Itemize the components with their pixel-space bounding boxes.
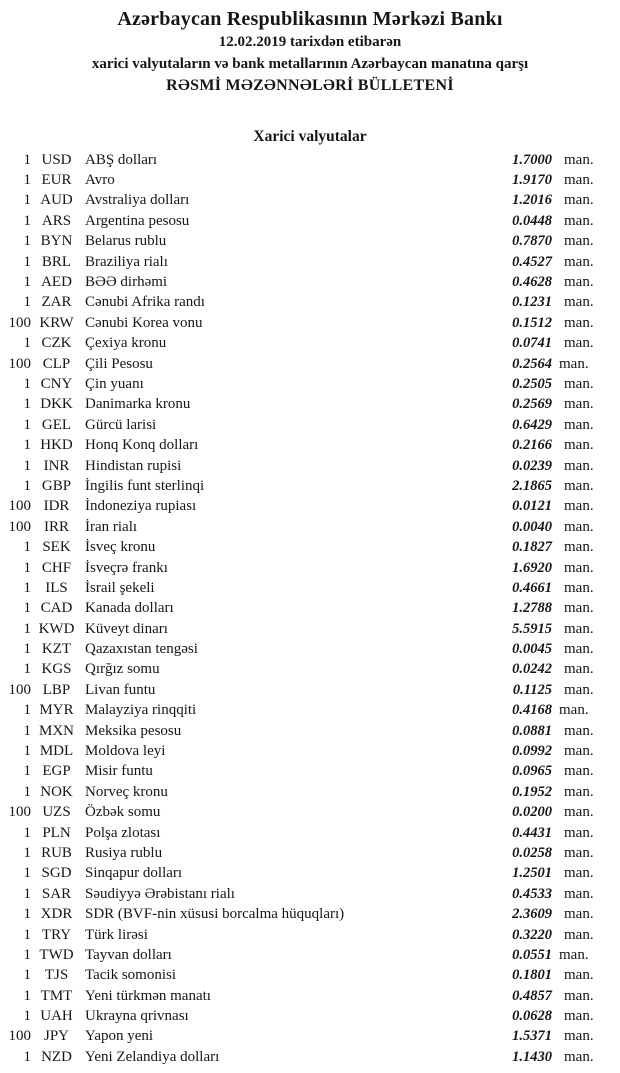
- unit-label: man.: [564, 579, 594, 596]
- currency-code: KGS: [41, 661, 72, 678]
- currency-name: Avro: [85, 172, 115, 189]
- rate-value: 1.6920: [512, 559, 552, 576]
- unit-label: man.: [564, 457, 594, 474]
- table-row: [0, 170, 620, 190]
- rate-value: 5.5915: [512, 620, 552, 637]
- quantity-cell: 1: [23, 1008, 31, 1025]
- unit-label: man.: [564, 1008, 594, 1025]
- currency-name: Polşa zlotası: [85, 824, 161, 841]
- bank-title: Azərbaycan Respublikasının Mərkəzi Bankı: [117, 8, 503, 30]
- rate-value: 0.2569: [512, 396, 552, 413]
- currency-name: SDR (BVF-nin xüsusi borcalma hüquqları): [85, 906, 345, 923]
- table-row: [0, 599, 620, 619]
- unit-label: man.: [559, 946, 589, 963]
- currency-code: CHF: [41, 559, 72, 576]
- rate-value: 0.0121: [512, 498, 552, 515]
- quantity-cell: 1: [23, 559, 31, 576]
- quantity-cell: 1: [23, 579, 31, 596]
- rate-value: 0.4527: [512, 253, 552, 270]
- currency-code: EGP: [42, 763, 71, 780]
- currency-name: Səudiyyə Ərəbistanı rialı: [85, 885, 235, 902]
- currency-code: NZD: [41, 1048, 72, 1065]
- currency-name: Tacik somonisi: [85, 967, 177, 984]
- rate-value: 0.4857: [512, 987, 552, 1004]
- rate-value: 0.1512: [512, 314, 552, 331]
- currency-code: BRL: [41, 253, 72, 270]
- currency-code: MDL: [39, 743, 74, 760]
- bulletin-title: RƏSMİ MƏZƏNNƏLƏRİ BÜLLETENİ: [166, 77, 454, 94]
- currency-code: KZT: [41, 641, 72, 658]
- unit-label: man.: [564, 518, 594, 535]
- unit-label: man.: [564, 274, 594, 291]
- quantity-cell: 1: [23, 396, 31, 413]
- unit-label: man.: [564, 437, 594, 454]
- date-line: 12.02.2019 tarixdən etibarən: [218, 34, 402, 50]
- unit-label: man.: [564, 844, 594, 861]
- quantity-cell: 1: [23, 824, 31, 841]
- currency-code: MXN: [38, 722, 74, 739]
- currency-code: MYR: [39, 702, 74, 719]
- table-row: [0, 150, 620, 170]
- currency-code: SGD: [41, 865, 72, 882]
- table-row: [0, 415, 620, 435]
- table-row: [0, 578, 620, 598]
- unit-label: man.: [564, 314, 594, 331]
- table-row: [0, 293, 620, 313]
- currency-code: GEL: [41, 416, 72, 433]
- quantity-cell: 1: [23, 967, 31, 984]
- quantity-cell: 1: [23, 783, 31, 800]
- unit-label: man.: [564, 539, 594, 556]
- table-row: [0, 1027, 620, 1047]
- table-row: [0, 823, 620, 843]
- unit-label: man.: [564, 987, 594, 1004]
- currency-name: Türk lirəsi: [85, 926, 148, 943]
- table-row: [0, 680, 620, 700]
- currency-name: Qırğız somu: [85, 661, 160, 678]
- currency-code: INR: [43, 457, 70, 474]
- currency-name: Malayziya rinqqiti: [85, 702, 197, 719]
- unit-label: man.: [564, 600, 594, 617]
- currency-name: Norveç kronu: [85, 783, 168, 800]
- quantity-cell: 1: [23, 192, 31, 209]
- unit-label: man.: [564, 335, 594, 352]
- currency-name: Danimarka kronu: [85, 396, 191, 413]
- unit-label: man.: [564, 294, 594, 311]
- currency-code: SEK: [42, 539, 71, 556]
- unit-label: man.: [564, 1028, 594, 1045]
- rate-value: 1.5371: [512, 1028, 552, 1045]
- quantity-cell: 1: [23, 620, 31, 637]
- unit-label: man.: [564, 926, 594, 943]
- rate-value: 0.0965: [512, 763, 552, 780]
- table-row: [0, 803, 620, 823]
- unit-label: man.: [564, 824, 594, 841]
- unit-label: man.: [564, 212, 594, 229]
- rate-value: 0.6429: [512, 416, 552, 433]
- currency-name: İndoneziya rupiası: [85, 498, 197, 515]
- currency-name: Belarus rublu: [85, 233, 167, 250]
- unit-label: man.: [559, 702, 589, 719]
- currency-code: CNY: [40, 375, 73, 392]
- rate-value: 0.3220: [512, 926, 552, 943]
- quantity-cell: 1: [23, 172, 31, 189]
- table-row: [0, 211, 620, 231]
- rate-value: 0.4628: [512, 274, 552, 291]
- rate-value: 0.0242: [512, 661, 552, 678]
- currency-name: Cənubi Korea vonu: [85, 314, 203, 331]
- currency-code: JPY: [43, 1028, 69, 1045]
- quantity-cell: 1: [23, 661, 31, 678]
- table-row: [0, 435, 620, 455]
- quantity-cell: 1: [23, 1048, 31, 1065]
- unit-label: man.: [564, 885, 594, 902]
- rate-value: 1.7000: [512, 151, 552, 168]
- unit-label: man.: [564, 865, 594, 882]
- unit-label: man.: [564, 253, 594, 270]
- currency-name: Honq Konq dolları: [85, 437, 199, 454]
- currency-name: Kanada dolları: [85, 600, 174, 617]
- quantity-cell: 1: [23, 416, 31, 433]
- currency-code: EUR: [41, 172, 72, 189]
- rate-value: 0.0628: [512, 1008, 552, 1025]
- rate-value: 0.2166: [512, 437, 552, 454]
- rate-value: 1.1430: [512, 1048, 552, 1065]
- unit-label: man.: [564, 763, 594, 780]
- unit-label: man.: [564, 396, 594, 413]
- rate-value: 0.0551: [512, 946, 552, 963]
- currency-code: UAH: [40, 1008, 73, 1025]
- currency-code: RUB: [41, 844, 72, 861]
- currency-name: Meksika pesosu: [85, 722, 182, 739]
- quantity-cell: 1: [23, 926, 31, 943]
- unit-label: man.: [564, 743, 594, 760]
- rate-value: 0.0992: [512, 743, 552, 760]
- table-row: [0, 456, 620, 476]
- unit-label: man.: [564, 192, 594, 209]
- table-row: [0, 497, 620, 517]
- rate-value: 1.2501: [512, 865, 552, 882]
- currency-code: ILS: [45, 579, 68, 596]
- currency-code: DKK: [40, 396, 73, 413]
- table-row: [0, 945, 620, 965]
- unit-label: man.: [564, 559, 594, 576]
- currency-name: İsveç kronu: [85, 539, 156, 556]
- table-row: [0, 374, 620, 394]
- rate-value: 0.0741: [512, 335, 552, 352]
- quantity-cell: 1: [23, 600, 31, 617]
- currency-code: TMT: [40, 987, 73, 1004]
- quantity-cell: 1: [23, 335, 31, 352]
- table-row: [0, 354, 620, 374]
- currency-code: TJS: [44, 967, 69, 984]
- currency-code: CLP: [42, 355, 71, 372]
- bulletin-header: [0, 0, 620, 97]
- table-row: [0, 782, 620, 802]
- quantity-cell: 1: [23, 274, 31, 291]
- unit-label: man.: [564, 661, 594, 678]
- rate-value: 0.0200: [512, 804, 552, 821]
- table-row: [0, 986, 620, 1006]
- currency-code: AUD: [40, 192, 73, 209]
- unit-label: man.: [564, 967, 594, 984]
- unit-label: man.: [564, 498, 594, 515]
- quantity-cell: 1: [23, 294, 31, 311]
- table-row: [0, 619, 620, 639]
- currency-code: PLN: [42, 824, 71, 841]
- currency-name: Avstraliya dolları: [85, 192, 190, 209]
- quantity-cell: 100: [8, 681, 31, 698]
- unit-label: man.: [564, 416, 594, 433]
- table-row: [0, 395, 620, 415]
- quantity-cell: 1: [23, 539, 31, 556]
- quantity-cell: 1: [23, 437, 31, 454]
- currency-code: ARS: [41, 212, 72, 229]
- table-row: [0, 741, 620, 761]
- currency-name: Qazaxıstan tengəsi: [85, 641, 198, 658]
- quantity-cell: 1: [23, 763, 31, 780]
- unit-label: man.: [564, 722, 594, 739]
- table-row: [0, 762, 620, 782]
- unit-label: man.: [559, 355, 589, 372]
- unit-label: man.: [564, 641, 594, 658]
- rate-value: 2.1865: [512, 477, 552, 494]
- quantity-cell: 1: [23, 477, 31, 494]
- unit-label: man.: [564, 151, 594, 168]
- quantity-cell: 1: [23, 865, 31, 882]
- quantity-cell: 100: [8, 1028, 31, 1045]
- quantity-cell: 1: [23, 641, 31, 658]
- currency-name: Yeni Zelandiya dolları: [85, 1048, 220, 1065]
- currency-name: Ukrayna qrivnası: [85, 1008, 189, 1025]
- currency-name: Braziliya rialı: [85, 253, 168, 270]
- currency-name: ABŞ dolları: [85, 151, 158, 168]
- quantity-cell: 1: [23, 375, 31, 392]
- rate-value: 0.0045: [512, 641, 552, 658]
- quantity-cell: 1: [23, 702, 31, 719]
- currency-name: Yapon yeni: [85, 1028, 154, 1045]
- table-row: [0, 476, 620, 496]
- currency-name: Rusiya rublu: [85, 844, 163, 861]
- table-row: [0, 904, 620, 924]
- currency-name: İran rialı: [85, 518, 138, 535]
- rate-value: 0.4431: [512, 824, 552, 841]
- rate-value: 0.0040: [512, 518, 552, 535]
- quantity-cell: 1: [23, 233, 31, 250]
- table-row: [0, 191, 620, 211]
- rate-value: 0.0881: [512, 722, 552, 739]
- currency-code: AED: [41, 274, 72, 291]
- table-row: [0, 660, 620, 680]
- currency-code: TRY: [41, 926, 72, 943]
- rate-value: 0.4533: [512, 885, 552, 902]
- currency-code: CAD: [40, 600, 73, 617]
- table-row: [0, 701, 620, 721]
- table-row: [0, 721, 620, 741]
- unit-label: man.: [564, 620, 594, 637]
- rate-value: 0.4168: [512, 702, 552, 719]
- table-row: [0, 966, 620, 986]
- rate-value: 0.0448: [512, 212, 552, 229]
- unit-label: man.: [564, 681, 594, 698]
- currency-code: NOK: [40, 783, 73, 800]
- currency-name: Sinqapur dolları: [85, 865, 183, 882]
- unit-label: man.: [564, 172, 594, 189]
- unit-label: man.: [564, 906, 594, 923]
- table-row: [0, 313, 620, 333]
- currency-name: İsrail şekeli: [85, 579, 155, 596]
- currency-code: LBP: [42, 681, 71, 698]
- unit-label: man.: [564, 783, 594, 800]
- currency-code: XDR: [40, 906, 73, 923]
- table-row: [0, 232, 620, 252]
- currency-code: USD: [41, 151, 72, 168]
- rate-value: 0.1125: [512, 681, 552, 698]
- quantity-cell: 1: [23, 906, 31, 923]
- currency-name: Yeni türkmən manatı: [85, 987, 211, 1004]
- rate-value: 0.1827: [512, 539, 552, 556]
- quantity-cell: 100: [8, 804, 31, 821]
- rate-value: 0.1801: [512, 967, 552, 984]
- quantity-cell: 1: [23, 457, 31, 474]
- currency-name: Argentina pesosu: [85, 212, 190, 229]
- table-row: [0, 884, 620, 904]
- currency-code: KRW: [39, 314, 74, 331]
- table-row: [0, 1006, 620, 1026]
- currency-name: Livan funtu: [85, 681, 156, 698]
- currency-name: Cənubi Afrika randı: [85, 294, 205, 311]
- currency-code: UZS: [42, 804, 71, 821]
- currency-code: SAR: [41, 885, 72, 902]
- table-row: [0, 864, 620, 884]
- rate-value: 0.0258: [512, 844, 552, 861]
- rate-value: 0.4661: [512, 579, 552, 596]
- currency-name: Küveyt dinarı: [85, 620, 168, 637]
- currency-name: Tayvan dolları: [85, 946, 172, 963]
- unit-label: man.: [564, 233, 594, 250]
- currency-name: Özbək somu: [85, 804, 161, 821]
- currency-code: IRR: [43, 518, 69, 535]
- currency-code: IDR: [43, 498, 70, 515]
- table-row: [0, 252, 620, 272]
- quantity-cell: 100: [8, 355, 31, 372]
- table-row: [0, 925, 620, 945]
- quantity-cell: 1: [23, 987, 31, 1004]
- currency-code: GBP: [41, 477, 72, 494]
- quantity-cell: 1: [23, 151, 31, 168]
- quantity-cell: 100: [8, 518, 31, 535]
- unit-label: man.: [564, 477, 594, 494]
- quantity-cell: 1: [23, 743, 31, 760]
- quantity-cell: 1: [23, 253, 31, 270]
- quantity-cell: 1: [23, 946, 31, 963]
- currency-name: Çexiya kronu: [85, 335, 167, 352]
- currency-code: CZK: [41, 335, 72, 352]
- section-title: Xarici valyutalar: [253, 128, 367, 145]
- table-row: [0, 558, 620, 578]
- rate-value: 1.9170: [512, 172, 552, 189]
- currency-code: BYN: [40, 233, 73, 250]
- currency-code: ZAR: [41, 294, 72, 311]
- currency-code: HKD: [40, 437, 73, 454]
- currency-code: KWD: [38, 620, 75, 637]
- currency-name: Çin yuanı: [85, 375, 144, 392]
- currency-name: Çili Pesosu: [85, 355, 153, 372]
- subject-line: xarici valyutaların və bank metallarının Azərbaycan manatına qarşı: [91, 56, 529, 72]
- unit-label: man.: [564, 1048, 594, 1065]
- rate-value: 1.2016: [512, 192, 552, 209]
- quantity-cell: 100: [8, 314, 31, 331]
- table-row: [0, 517, 620, 537]
- unit-label: man.: [564, 375, 594, 392]
- currency-name: İsveçrə frankı: [85, 559, 168, 576]
- unit-label: man.: [564, 804, 594, 821]
- rate-value: 0.7870: [512, 233, 552, 250]
- table-row: [0, 1047, 620, 1067]
- rate-value: 0.1231: [512, 294, 552, 311]
- table-row: [0, 843, 620, 863]
- rate-value: 0.1952: [512, 783, 552, 800]
- table-row: [0, 334, 620, 354]
- rate-value: 0.2564: [512, 355, 552, 372]
- currency-code: TWD: [39, 946, 74, 963]
- rate-value: 2.3609: [512, 906, 552, 923]
- table-row: [0, 272, 620, 292]
- currency-name: Misir funtu: [85, 763, 153, 780]
- currency-name: Gürcü larisi: [85, 416, 157, 433]
- currency-name: Hindistan rupisi: [85, 457, 182, 474]
- quantity-cell: 1: [23, 212, 31, 229]
- rate-value: 0.2505: [512, 375, 552, 392]
- quantity-cell: 1: [23, 844, 31, 861]
- rate-value: 0.0239: [512, 457, 552, 474]
- quantity-cell: 1: [23, 885, 31, 902]
- table-row: [0, 639, 620, 659]
- table-row: [0, 537, 620, 557]
- quantity-cell: 1: [23, 722, 31, 739]
- rates-table: [0, 150, 620, 1068]
- rate-value: 1.2788: [512, 600, 552, 617]
- currency-name: İngilis funt sterlinqi: [85, 477, 205, 494]
- currency-name: Moldova leyi: [85, 743, 166, 760]
- currency-name: BƏƏ dirhəmi: [85, 274, 168, 291]
- quantity-cell: 100: [8, 498, 31, 515]
